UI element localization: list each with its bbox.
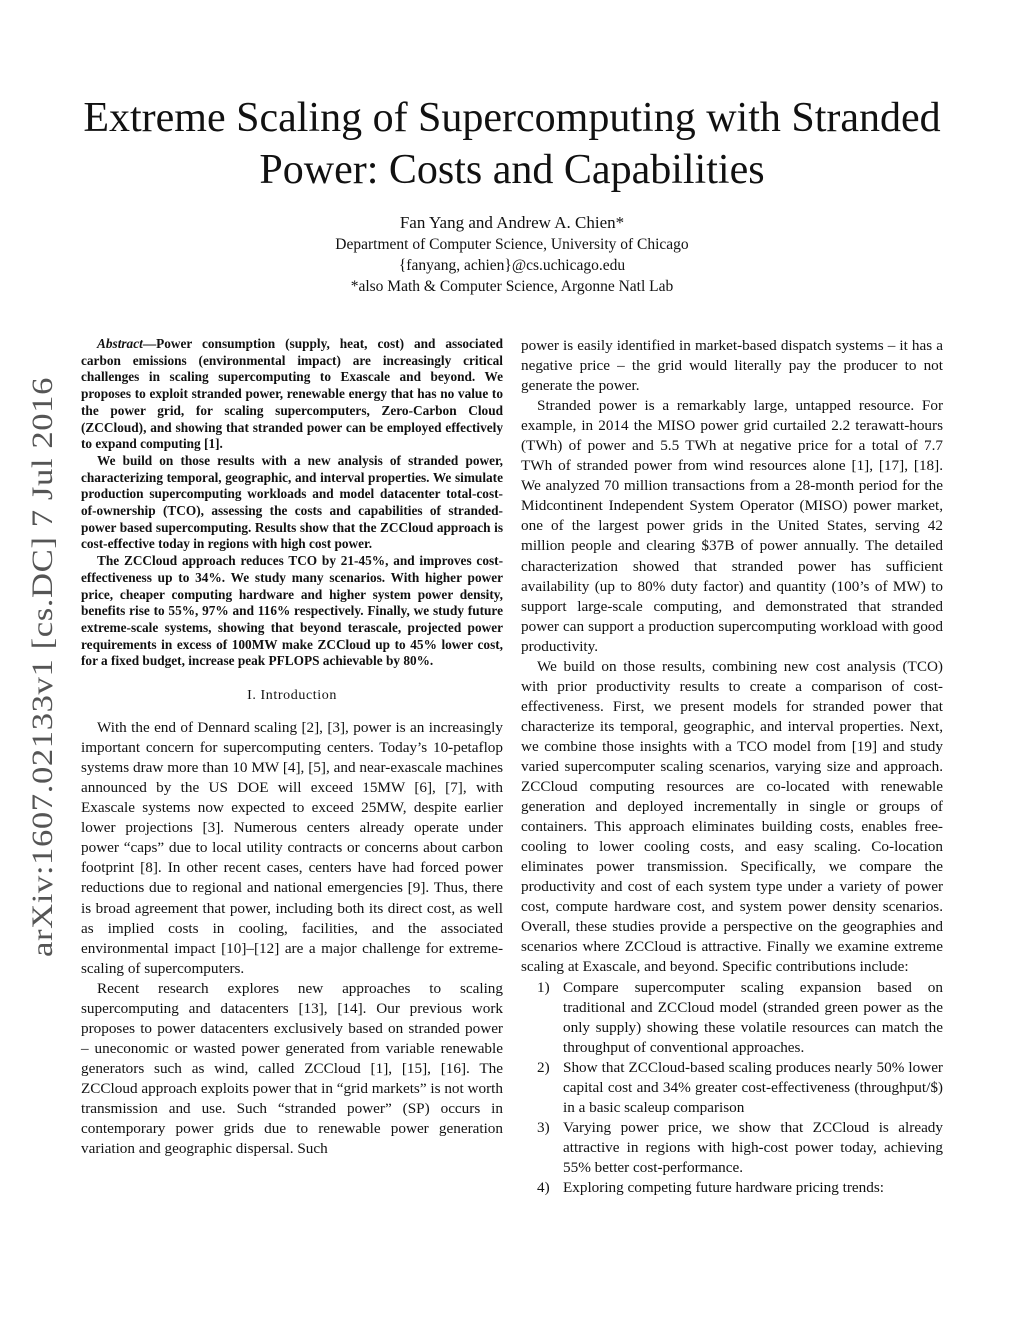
author-emails: {fanyang, achien}@cs.uchicago.edu <box>398 257 626 274</box>
right-column <box>521 336 943 1198</box>
intro-paragraph-2-continued: power is easily identified in market-based dispatch systems – it has a negative price – the grid would literally pay the producer to not generate the power. <box>521 337 943 395</box>
intro-paragraph-1: With the end of Dennard scaling [2], [3], power is an increasingly important concern for supercomputing centers. Today’s 10-petaflop systems draw more than 10 MW [4], [5], and near-exascale machines announced by the US DOE will exceed 15MW [6], [7], with Exascale systems now expected to exceed 25MW, despite earlier lower projections [3]. Numerous centers already operate under power “caps” due to local utility contracts or concerns about carbon footprint [8]. In other recent cases, centers have had forced power reductions due to regional and national emergencies [9]. Thus, there is broad agreement that power, including both its direct cost, as well as implied costs in cooling, facilities, and the associated environmental impact [10]–[12] are a major challenge for extreme-scaling of supercomputers. <box>81 719 503 977</box>
intro-paragraph-2: Recent research explores new approaches to scaling supercomputing and datacenters [13], [14]. Our previous work proposes to power datacenters exclusively based on stranded power – uneconomic or wasted power generated from variable renewable generators such as wind, called ZCCloud [1], [15], [16]. The ZCCloud approach exploits power that in “grid markets” is not worth transmission and use. Such “stranded power” (SP) occurs in contemporary power grids due to renewable power generation variation and geographic dispersal. Such <box>81 979 503 1158</box>
left-column <box>81 336 503 1159</box>
title-line-1: Extreme Scaling of Supercomputing with Stranded <box>83 95 941 141</box>
intro-paragraph-3: Stranded power is a remarkably large, untapped resource. For example, in 2014 the MISO power grid curtailed 2.2 terawatt-hours (TWh) of power and 5.5 TWh at negative price for a total of 7.7 TWh of stranded power from wind resources alone [1], [17], [18]. We analyzed 70 million transactions from a 28-month period for the Midcontinent Independent System Operator (MISO) power market, one of the largest power grids in the United States, serving 42 million people and clearing $37B of power annually. The detailed characterization showed that stranded power has sufficient availability (up to 80% duty factor) and quantity (100’s of MW) to support large-scale computing, and demonstrated that stranded power can support a production supercomputing workload with good productivity. <box>521 397 943 655</box>
arxiv-id-text: arXiv:1607.02133v1 [cs.DC] 7 Jul 2016 <box>26 455 59 957</box>
section-heading-introduction: I. Introduction <box>247 688 337 704</box>
affiliation-note: *also Math & Computer Science, Argonne Natl Lab <box>350 278 674 295</box>
abstract <box>81 336 503 670</box>
intro-paragraph-4: We build on those results, combining new cost analysis (TCO) with prior productivity results to create a comparison of cost-effectiveness. First, we present models for stranded power that characterize its temporal, geographic, and interval properties. Next, we combine those insights with a TCO model from [19] and study varied supercomputer scaling scenarios, varying size and approach. ZCCloud computing resources are co-located with renewable generation and deployed incrementally in single or groups of containers. This approach eliminates building costs, enables free-cooling to lower cooling costs, and easy scaling. Co-location eliminates power transmission. Specifically, we compare the productivity and cost of each system type under a variety of power cost, compute hardware cost, and system power density scenarios. Overall, these studies provide a perspective on the geographies and scenarios where ZCCloud is attractive. Finally we examine extreme scaling at Exascale, and beyond. Specific contributions include: <box>521 657 943 976</box>
list-item: 4) Exploring competing future hardware pricing trends: <box>537 1178 884 1196</box>
affiliation-department: Department of Computer Science, University of Chicago <box>335 236 689 253</box>
list-item: 1) Compare supercomputer scaling expansion based on traditional and ZCCloud model (stranded green power as the only supply) showing these volatile resources can match the throughput of conventional approaches. <box>537 978 943 1056</box>
contributions-list <box>521 978 943 1199</box>
paper-title <box>60 92 964 196</box>
list-item: 2) Show that ZCCloud-based scaling produces nearly 50% lower capital cost and 34% greater cost-effectiveness (throughput/$) in a basic scaleup comparison <box>537 1058 943 1116</box>
abstract-paragraph-2: We build on those results with a new analysis of stranded power, characterizing temporal, geographic, and interval properties. We simulate production supercomputing workloads and model datacenter total-cost-of-ownership (TCO), assessing the costs and capabilities of stranded-power based supercomputing. Results show that the ZCCloud approach is cost-effective today in regions with high cost power. <box>81 452 503 552</box>
abstract-paragraph-1: —Power consumption (supply, heat, cost) and associated carbon emissions (environmental impact) are increasingly critical challenges in scaling supercomputing to Exascale and beyond. We proposes to exploit stranded power, renewable energy that has no value to the power grid, for scaling supercomputers, Zero-Carbon Cloud (ZCCloud), and showing that stranded power can be employed effectively to expand computing [1]. <box>81 336 503 452</box>
list-item: 3) Varying power price, we show that ZCCloud is already attractive in regions with high-cost power today, achieving 55% better cost-performance. <box>537 1118 943 1176</box>
title-line-2: Power: Costs and Capabilities <box>259 147 765 193</box>
abstract-paragraph-3: The ZCCloud approach reduces TCO by 21-45%, and improves cost-effectiveness up to 34%. We study many scenarios. With higher power price, cheaper computing hardware and higher system power density, benefits rise to 55%, 97% and 116% respectively. Finally, we study future extreme-scale systems, showing that beyond terascale, projected power requirements in excess of 100MW make ZCCloud up to 45% lower cost, for a fixed budget, increase peak PFLOPS achievable by 80%. <box>81 553 503 669</box>
arxiv-identifier <box>12 372 72 962</box>
abstract-label: Abstract <box>97 336 143 351</box>
author-list: Fan Yang and Andrew A. Chien* <box>399 213 625 232</box>
